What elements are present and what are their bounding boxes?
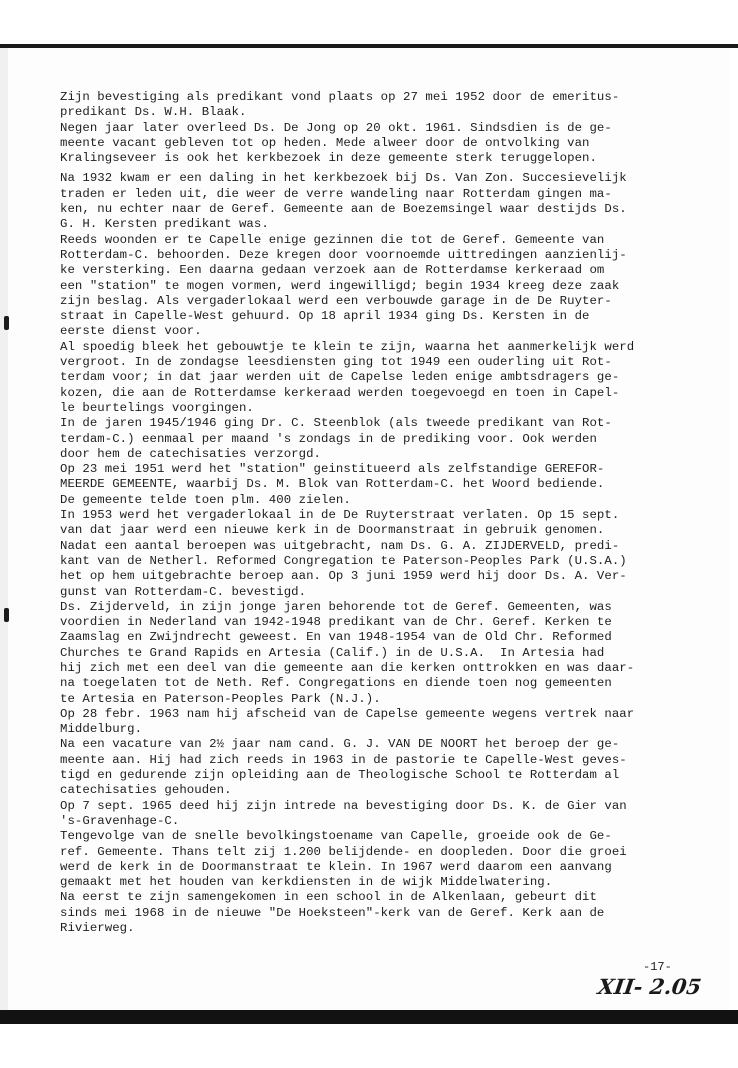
text-line: G. H. Kersten predikant was.: [60, 217, 269, 232]
text-line: Churches te Grand Rapids en Artesia (Calif.) in de U.S.A. In Artesia had: [60, 645, 605, 660]
text-line: De gemeente telde toen plm. 400 zielen.: [60, 492, 351, 507]
text-line: werd de kerk in de Doormanstraat te klein. In 1967 werd daarom een aanvang: [60, 859, 612, 874]
text-line: Na eerst te zijn samengekomen in een school in de Alkenlaan, gebeurt dit: [60, 890, 597, 905]
text-line: ref. Gemeente. Thans telt zij 1.200 belijdende- en doopleden. Door die groei: [60, 844, 627, 859]
text-line: van dat jaar werd een nieuwe kerk in de Doormanstraat in gebruik genomen.: [60, 523, 605, 538]
punch-hole-mark: [4, 316, 9, 330]
text-line: Tengevolge van de snelle bevolkingstoename van Capelle, groeide ook de Ge-: [60, 829, 612, 844]
text-line: Ds. Zijderveld, in zijn jonge jaren behorende tot de Geref. Gemeenten, was: [60, 599, 612, 614]
text-line: te Artesia en Paterson-Peoples Park (N.J.).: [60, 691, 381, 706]
document-page: [8, 48, 730, 1010]
text-line: Rivierweg.: [60, 921, 135, 936]
text-line: Op 23 mei 1951 werd het "station" geinstitueerd als zelfstandige GEREFOR-: [60, 462, 605, 477]
scan-left-edge: [0, 48, 8, 1018]
text-line: Negen jaar later overleed Ds. De Jong op 20 okt. 1961. Sindsdien is de ge-: [60, 120, 612, 135]
text-line: tigd en gedurende zijn opleiding aan de Theologische School te Rotterdam al: [60, 768, 620, 783]
text-line: catechisaties gehouden.: [60, 783, 232, 798]
text-line: terdam voor; in dat jaar werden uit de Capelse leden enige ambtsdragers ge-: [60, 370, 620, 385]
text-line: 's-Gravenhage-C.: [60, 813, 180, 828]
text-line: hij zich met een deel van die gemeente aan die kerken onttrokken en was daar-: [60, 660, 635, 675]
text-line: gemaakt met het houden van kerkdiensten in de wijk Middelwatering.: [60, 875, 553, 890]
text-line: Zijn bevestiging als predikant vond plaats op 27 mei 1952 door de emeritus-: [60, 90, 620, 104]
text-line: MEERDE GEMEENTE, waarbij Ds. M. Blok van Rotterdam-C. het Woord bediende.: [60, 477, 605, 492]
text-line: In de jaren 1945/1946 ging Dr. C. Steenblok (als tweede predikant van Rot-: [60, 416, 612, 431]
text-line: Na een vacature van 2½ jaar nam cand. G. J. VAN DE NOORT het beroep der ge-: [60, 737, 620, 752]
text-line: door hem de catechisaties verzorgd.: [60, 446, 322, 461]
text-line: Middelburg.: [60, 722, 143, 737]
text-line: Kralingseveer is ook het kerkbezoek in deze gemeente sterk teruggelopen.: [60, 151, 597, 166]
text-line: Al spoedig bleek het gebouwtje te klein te zijn, waarna het aanmerkelijk werd: [60, 339, 635, 354]
text-line: kant van de Netherl. Reformed Congregation te Paterson-Peoples Park (U.S.A.): [60, 553, 627, 568]
text-line: Zaamslag en Zwijndrecht geweest. En van 1948-1954 van de Old Chr. Reformed: [60, 630, 612, 645]
text-line: predikant Ds. W.H. Blaak.: [60, 105, 247, 120]
text-line: meente vacant gebleven tot op heden. Mede alweer door de ontvolking van: [60, 135, 590, 150]
text-line: voordien in Nederland van 1942-1948 predikant van de Chr. Geref. Kerken te: [60, 615, 612, 630]
text-line: zijn beslag. Als vergaderlokaal werd een verbouwde garage in de De Ruyter-: [60, 293, 612, 308]
text-line: ke versterking. Een daarna gedaan verzoek aan de Rotterdamse kerkeraad om: [60, 263, 605, 278]
text-line: het op hem uitgebrachte beroep aan. Op 3 juni 1959 werd hij door Ds. A. Ver-: [60, 569, 627, 584]
text-line: le beurtelings voorgingen.: [60, 400, 254, 415]
text-line: Reeds woonden er te Capelle enige gezinnen die tot de Geref. Gemeente van: [60, 232, 605, 247]
text-line: Op 7 sept. 1965 deed hij zijn intrede na bevestiging door Ds. K. de Gier van: [60, 798, 627, 813]
text-line: Na 1932 kwam er een daling in het kerkbezoek bij Ds. Van Zon. Succesievelijk: [60, 171, 627, 186]
text-line: terdam-C.) eenmaal per maand 's zondags in de prediking voor. Ook werden: [60, 431, 597, 446]
text-line: kozen, die aan de Rotterdamse kerkeraad werden toegevoegd en toen in Capel-: [60, 385, 620, 400]
handwritten-archive-note: XII- 2.05: [596, 974, 703, 999]
text-line: Nadat een aantal beroepen was uitgebracht, nam Ds. G. A. ZIJDERVELD, predi-: [60, 538, 620, 553]
text-line: Op 28 febr. 1963 nam hij afscheid van de Capelse gemeente wegens vertrek naar: [60, 706, 635, 721]
punch-hole-mark: [4, 608, 9, 622]
text-line: straat in Capelle-West gehuurd. Op 18 april 1934 ging Ds. Kersten in de: [60, 309, 590, 324]
document-body: [60, 90, 700, 936]
text-line: ken, nu echter naar de Geref. Gemeente aan de Boezemsingel waar destijds Ds.: [60, 202, 627, 217]
text-line: meente aan. Hij had zich reeds in 1963 in de pastorie te Capelle-West geves-: [60, 752, 627, 767]
text-line: een "station" te mogen vormen, werd ingewilligd; begin 1934 kreeg deze zaak: [60, 278, 620, 293]
text-line: In 1953 werd het vergaderlokaal in de De Ruyterstraat verlaten. Op 15 sept.: [60, 508, 620, 523]
text-line: vergroot. In de zondagse leesdiensten ging tot 1949 een ouderling uit Rot-: [60, 355, 612, 370]
page-number: -17-: [643, 960, 672, 974]
text-line: eerste dienst voor.: [60, 324, 202, 339]
scan-top-margin: [0, 0, 738, 46]
scan-bottom-edge: [0, 1010, 738, 1024]
text-line: sinds mei 1968 in de nieuwe "De Hoeksteen"-kerk van de Geref. Kerk aan de: [60, 905, 605, 920]
text-line: Rotterdam-C. behoorden. Deze kregen door voornoemde uittredingen aanzienlij-: [60, 247, 627, 262]
text-line: traden er leden uit, die weer de verre wandeling naar Rotterdam gingen ma-: [60, 186, 612, 201]
text-line: na toegelaten tot de Neth. Ref. Congregations en diende toen nog gemeenten: [60, 676, 612, 691]
text-line: gunst van Rotterdam-C. bevestigd.: [60, 584, 307, 599]
